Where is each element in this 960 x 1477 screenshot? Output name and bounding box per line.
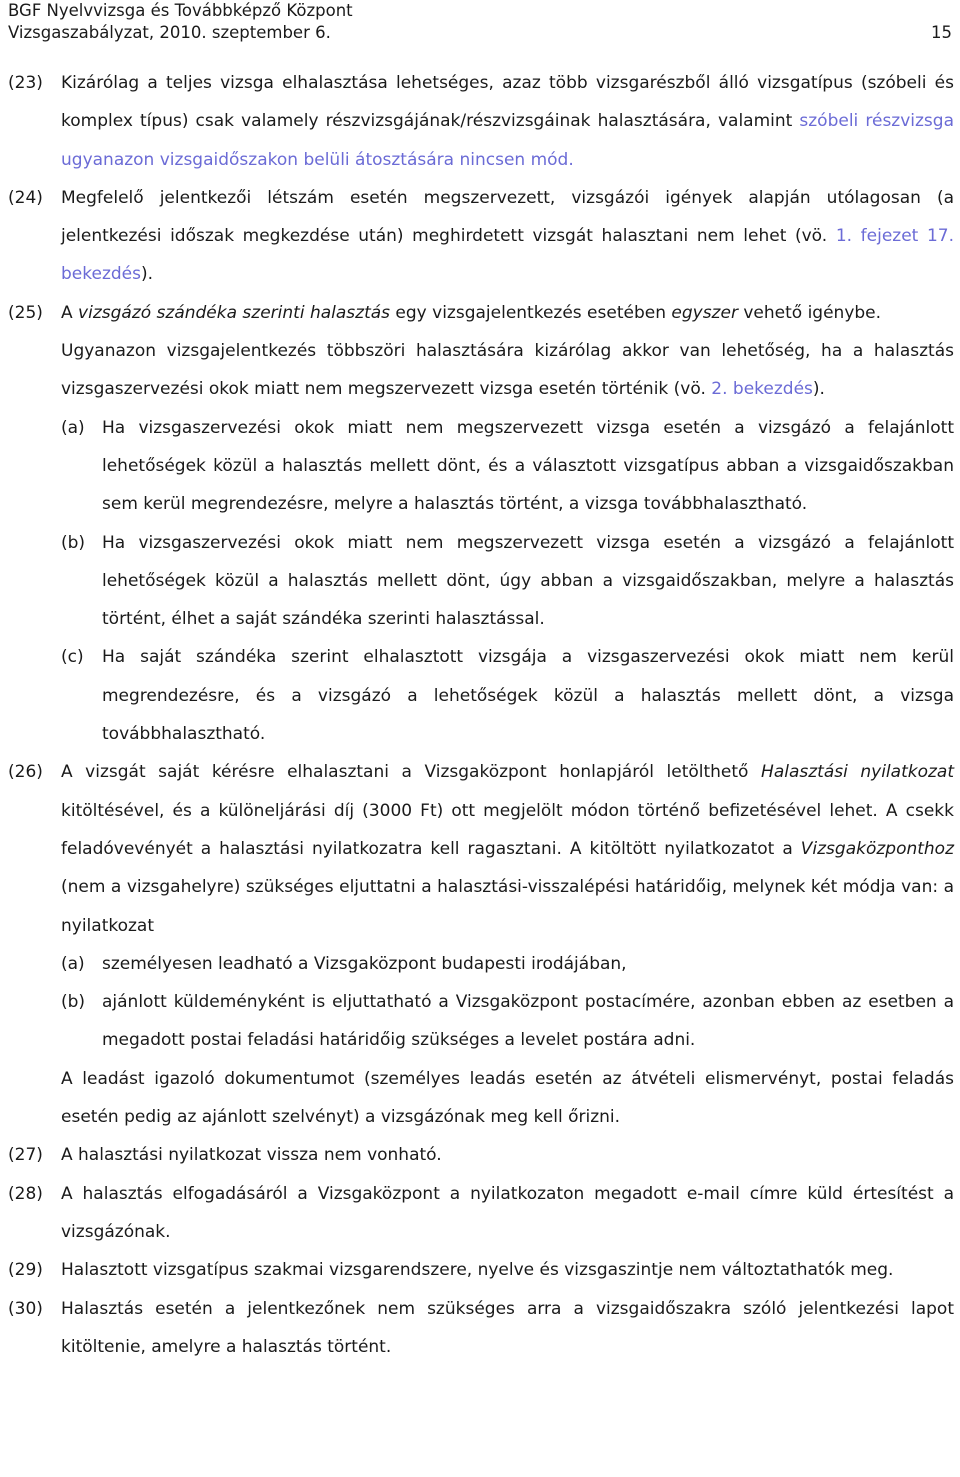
page-number: 15 <box>931 23 952 42</box>
paragraph-30 <box>8 1290 954 1367</box>
paragraph-text: kitöltésével, és a különeljárási díj (3000 Ft) ott megjelölt módon történő befizetésével lehet. A csekk feladóvevényét a halasztási nyilatkozatra kell ragasztani. A kitöltött nyilatkozatot a <box>61 800 954 859</box>
paragraph-text: A vizsgát saját kérésre elhalasztani a Vizsgaközpont honlapjáról letölthető <box>61 762 749 783</box>
list-item-c <box>61 638 954 753</box>
paragraph-26 <box>8 753 954 944</box>
paragraph-text: (nem a vizsgahelyre) szükséges eljuttatni a halasztási-visszalépési határidőig, melynek két módja van: a nyilatkozat <box>61 877 954 936</box>
list-text: Ha saját szándéka szerint elhalasztott vizsgája a vizsgaszervezési okok miatt nem kerül megrendezésre, és a vizsgázó a lehetőségek közül a halasztás mellett dönt, a vizsga továbbhalasztható. <box>102 647 954 745</box>
paragraph-26-continuation: A leadást igazoló dokumentumot (személyes leadás esetén az átvételi elismervényt, postai feladás esetén pedig az ajánlott szelvényt) a vizsgázónak meg kell őrizni. <box>61 1068 954 1128</box>
list-text: személyesen leadható a Vizsgaközpont budapesti irodájában, <box>102 953 627 974</box>
paragraph-number: (29) <box>8 1260 43 1281</box>
paragraph-text: Kizárólag a teljes vizsga elhalasztása lehetséges, azaz több vizsgarészből álló vizsgatípus (szóbeli és komplex típus) csak valamely részvizsgájának/részvizsgáinak halasztására, valamint <box>61 73 954 132</box>
list-item-b <box>61 524 954 639</box>
list-label: (b) <box>61 992 86 1013</box>
paragraph-text-end: ). <box>812 379 825 400</box>
paragraph-text-end: ). <box>140 264 154 285</box>
paragraph-text: egy vizsgajelentkezés esetében <box>395 302 666 323</box>
paragraph-text: Megfelelő jelentkezői létszám esetén megszervezett, vizsgázói igények alapján utólagosan (a jelentkezési időszak megkezdése után) meghirdetett vizsgát halasztani nem lehet (vö. <box>61 187 954 247</box>
paragraph-27 <box>8 1136 954 1174</box>
paragraph-24 <box>8 179 954 294</box>
list-text: Ha vizsgaszervezési okok miatt nem megszervezett vizsga esetén a vizsgázó a felajánlott lehetőségek közül a halasztás mellett dönt, úgy abban a vizsgaidőszakban, melyre a halasztás történt, élhet a saját szándéka szerinti halasztással. <box>102 532 954 630</box>
list-label: (a) <box>61 417 85 438</box>
paragraph-text: Halasztott vizsgatípus szakmai vizsgarendszere, nyelve és vizsgaszintje nem változtathatók meg. <box>61 1260 894 1281</box>
paragraph-number: (26) <box>8 762 43 783</box>
paragraph-text: A <box>61 302 73 323</box>
paragraph-text: Halasztás esetén a jelentkezőnek nem szükséges arra a vizsgaidőszakra szóló jelentkezési lapot kitöltenie, amelyre a halasztás történt. <box>61 1298 954 1357</box>
list-label: (b) <box>61 532 86 553</box>
paragraph-number: (25) <box>8 302 43 323</box>
page-header <box>8 0 952 44</box>
paragraph-25 <box>8 294 954 332</box>
paragraph-number: (30) <box>8 1298 43 1319</box>
list-text: ajánlott küldeményként is eljuttatható a Vizsgaközpont postacímére, azonban ebben az esetben a megadott postai feladási határidőig szükséges a levelet postára adni. <box>102 992 954 1051</box>
cross-reference-link[interactable]: 2. bekezdés <box>711 379 813 400</box>
highlighted-text: szóbeli részvizsga ugyanazon vizsgaidőszakon belüli átosztására nincsen mód. <box>61 111 954 170</box>
italic-term: vizsgázó szándéka szerinti halasztás <box>78 302 391 323</box>
paragraph-number: (23) <box>8 73 43 93</box>
paragraph-23 <box>8 64 954 179</box>
list-item-a <box>61 409 954 524</box>
italic-term: Vizsgaközponthoz <box>800 838 955 859</box>
paragraph-text: A halasztás elfogadásáról a Vizsgaközpont a nyilatkozaton megadott e-mail címre küld értesítést a vizsgázónak. <box>61 1183 954 1242</box>
paragraph-28 <box>8 1175 954 1252</box>
list-label: (c) <box>61 647 84 668</box>
header-doc-title: Vizsgaszabályzat, 2010. szeptember 6. <box>8 23 331 42</box>
list-label: (a) <box>61 953 85 974</box>
paragraph-number: (28) <box>8 1183 43 1204</box>
list-item-a <box>61 945 954 983</box>
paragraph-number: (27) <box>8 1145 43 1166</box>
paragraph-text: vehető igénybe. <box>743 302 882 323</box>
paragraph-29 <box>8 1251 954 1289</box>
paragraph-number: (24) <box>8 187 43 208</box>
list-item-b <box>61 983 954 1060</box>
document-body <box>8 64 954 1366</box>
italic-term: Halasztási nyilatkozat <box>761 762 954 783</box>
cross-reference-link[interactable]: 1. fejezet 17. bekezdés <box>61 226 954 285</box>
paragraph-text: Ugyanazon vizsgajelentkezés többszöri halasztására kizárólag akkor van lehetőség, ha a halasztás vizsgaszervezési okok miatt nem megszervezett vizsga esetén történik (vö. <box>61 341 954 400</box>
list-text: Ha vizsgaszervezési okok miatt nem megszervezett vizsga esetén a vizsgázó a felajánlott lehetőségek közül a halasztás mellett dönt, és a választott vizsgatípus abban a vizsgaidőszakban sem kerül megrendezésre, melyre a halasztás történt, a vizsga továbbhalasztható. <box>102 417 954 515</box>
paragraph-25-continuation <box>61 332 954 409</box>
header-org: BGF Nyelvvizsga és Továbbképző Központ <box>8 1 353 20</box>
paragraph-text: A halasztási nyilatkozat vissza nem vonható. <box>61 1145 442 1166</box>
italic-term: egyszer <box>671 302 738 323</box>
